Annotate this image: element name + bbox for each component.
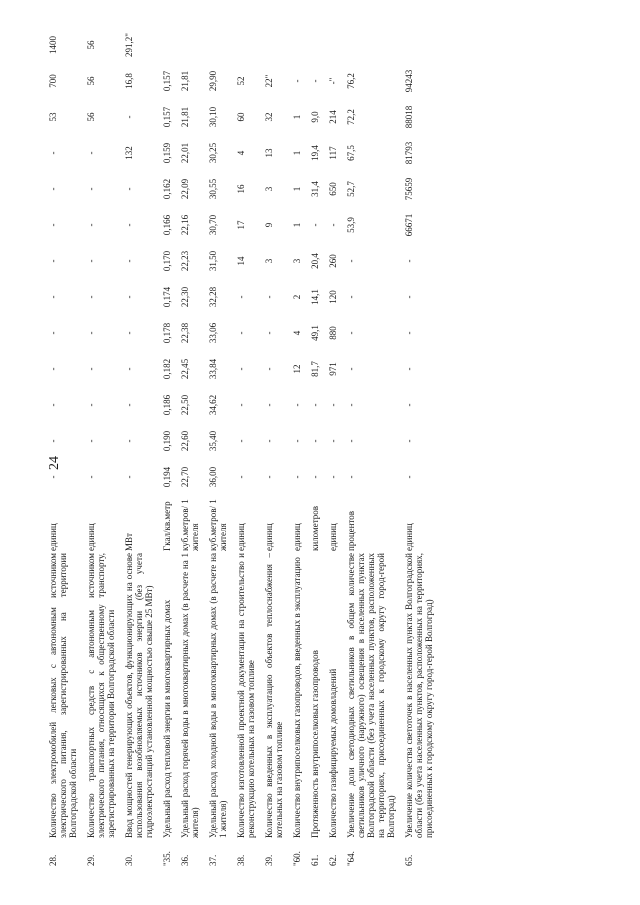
value-cell <box>256 27 284 63</box>
indicator-name: Увеличение доли светодиодных светильников в общем количестве светильников уличного (наружного) освещения в населенных пунктах Волгоградской области (без учета населенных пунктов, расположенных на территориях, присоединенных к городскому округу город-герой Волгоград) <box>346 553 396 838</box>
value-cell: - <box>292 439 302 443</box>
table-row <box>302 27 320 867</box>
row-number: 29. <box>86 854 96 866</box>
value-cell: - <box>86 475 96 479</box>
indicator-name: Удельный расход холодной воды в многоквартирных домах (в расчете на 1 жителя) <box>208 553 228 838</box>
value-cell: 260 <box>328 254 338 268</box>
value-cell: - <box>86 187 96 191</box>
value-cell: 72,2 <box>346 109 356 125</box>
value-cell: 31,4 <box>310 181 320 197</box>
value-cell: - <box>404 475 414 479</box>
value-cell: - <box>236 439 246 443</box>
value-cell: - <box>404 259 414 263</box>
value-cell: - <box>310 439 320 443</box>
value-cell: 53,9 <box>346 217 356 233</box>
value-cell: 34,62 <box>208 394 218 416</box>
value-cell: 650 <box>328 182 338 196</box>
value-cell: - <box>124 115 134 119</box>
value-cell: 56 <box>86 40 96 50</box>
value-cell: 0,182 <box>162 358 172 380</box>
value-cell: 0,157 <box>162 70 172 92</box>
value-cell: - <box>404 439 414 443</box>
value-cell: 4 <box>236 150 246 156</box>
table-row <box>78 27 116 867</box>
value-cell: 16 <box>236 184 246 194</box>
indicator-name: Удельный расход тепловой энергии в многоквартирных домах <box>162 599 172 838</box>
value-cell: - <box>86 439 96 443</box>
row-number: 39. <box>264 854 274 866</box>
value-cell: 88018 <box>404 105 414 129</box>
table-row <box>200 27 228 867</box>
indicator-name: Количество электромобилей легковых с автономным источником электрического питания, зарегистрированных на территории Волгоградской области <box>48 553 78 838</box>
value-cell: - <box>346 403 356 407</box>
value-cell: 49,1 <box>310 325 320 341</box>
value-cell <box>284 27 302 63</box>
value-cell: - <box>48 331 58 335</box>
value-cell <box>320 27 338 63</box>
value-cell: 94243 <box>404 69 414 93</box>
value-cell: 120 <box>328 290 338 304</box>
unit-cell: единиц <box>404 523 414 551</box>
value-cell: 0,159 <box>162 142 172 164</box>
row-number: "64. <box>346 851 356 866</box>
value-cell <box>338 27 396 63</box>
value-cell: 0,157 <box>162 106 172 128</box>
value-cell: - <box>124 295 134 299</box>
value-cell <box>228 27 256 63</box>
table-row <box>172 27 200 867</box>
unit-cell: процентов <box>346 510 356 551</box>
value-cell: - <box>124 331 134 335</box>
unit-cell: единиц <box>292 523 302 551</box>
value-cell: - <box>310 79 320 83</box>
value-cell: 1 <box>292 222 302 228</box>
value-cell: - <box>264 331 274 335</box>
value-cell: 22,70 <box>180 466 190 488</box>
value-cell: - <box>48 439 58 443</box>
value-cell: - <box>86 403 96 407</box>
row-number: 61. <box>310 854 320 866</box>
value-cell: 53 <box>48 112 58 122</box>
value-cell: 22,45 <box>180 358 190 380</box>
row-number: 28. <box>48 854 58 866</box>
value-cell: - <box>48 259 58 263</box>
value-cell: 3 <box>264 186 274 192</box>
value-cell: 21,81 <box>180 106 190 128</box>
value-cell: 66671 <box>404 213 414 237</box>
value-cell <box>200 27 228 63</box>
value-cell: - <box>48 151 58 155</box>
value-cell: 13 <box>264 148 274 158</box>
value-cell: 17 <box>236 220 246 230</box>
value-cell: 32 <box>264 112 274 122</box>
value-cell: 22,50 <box>180 394 190 416</box>
value-cell: 30,70 <box>208 214 218 236</box>
value-cell: 22,16 <box>180 214 190 236</box>
value-cell: 0,162 <box>162 178 172 200</box>
value-cell: 76,2 <box>346 73 356 89</box>
value-cell: 1400 <box>48 36 58 54</box>
unit-cell: единиц <box>236 523 246 551</box>
unit-cell: единиц <box>48 523 58 551</box>
value-cell: - <box>124 439 134 443</box>
value-cell: - <box>236 403 246 407</box>
table-row <box>40 27 78 867</box>
value-cell <box>154 27 172 63</box>
value-cell: - <box>124 403 134 407</box>
value-cell: - <box>124 223 134 227</box>
value-cell: 14,1 <box>310 289 320 305</box>
row-number: "60. <box>292 851 302 866</box>
indicator-name: Количество внутрипоселковых газопроводов, введенных в эксплуатацию <box>292 557 302 838</box>
value-cell: - <box>346 331 356 335</box>
value-cell: 291,2" <box>124 33 134 57</box>
value-cell: 0,174 <box>162 286 172 308</box>
value-cell: 9,0 <box>310 111 320 123</box>
unit-cell: МВт <box>124 533 134 551</box>
value-cell <box>172 27 200 63</box>
row-number: 62. <box>328 854 338 866</box>
unit-cell: единиц <box>328 523 338 551</box>
table-row <box>154 27 172 867</box>
value-cell: - <box>48 475 58 479</box>
value-cell: 1 <box>292 114 302 120</box>
value-cell: 67,5 <box>346 145 356 161</box>
value-cell: 36,00 <box>208 466 218 488</box>
value-cell: 32,28 <box>208 286 218 308</box>
value-cell: - <box>124 475 134 479</box>
indicator-table <box>40 27 434 867</box>
table-row <box>256 27 284 867</box>
indicator-name: Ввод мощностей генерирующих объектов, функционирующих на основе использования возобновляемых источников энергии (без учета гидроэлектростанций установленной мощностью свыше 25 МВт) <box>124 553 154 838</box>
value-cell: 9 <box>264 222 274 228</box>
table-row <box>320 27 338 867</box>
indicator-name: Увеличение количества светоточек в населенных пунктах Волгоградской области (без учета населенных пунктов, расположенных на территориях, присоединенных к городскому округу город-герой Волгоград) <box>404 553 434 838</box>
value-cell: - <box>404 295 414 299</box>
value-cell: 30,10 <box>208 106 218 128</box>
indicator-table-body <box>40 27 434 867</box>
value-cell: 12 <box>292 364 302 374</box>
value-cell: - <box>346 439 356 443</box>
value-cell: 19,4 <box>310 145 320 161</box>
value-cell: - <box>292 79 302 83</box>
value-cell: 81,7 <box>310 361 320 377</box>
value-cell: 22,30 <box>180 286 190 308</box>
indicator-name: Количество изготовленной проектной документации на строительство и реконструкцию котельных на газовом топливе <box>236 553 256 838</box>
value-cell: - <box>264 439 274 443</box>
value-cell: - <box>86 295 96 299</box>
value-cell: - <box>346 475 356 479</box>
value-cell: -" <box>328 77 338 85</box>
value-cell: 33,84 <box>208 358 218 380</box>
value-cell: 35,40 <box>208 430 218 452</box>
value-cell: 56 <box>86 76 96 86</box>
value-cell: 1 <box>292 186 302 192</box>
indicator-name: Протяженность внутрипоселковых газопроводов <box>310 650 320 838</box>
row-number: 37. <box>208 854 218 866</box>
indicator-name: Удельный расход горячей воды в многоквартирных домах (в расчете на 1 жителя) <box>180 553 200 838</box>
value-cell: 2 <box>292 294 302 300</box>
value-cell: 1 <box>292 150 302 156</box>
unit-cell: куб.метров/ 1 жителя <box>208 499 228 551</box>
value-cell: - <box>48 223 58 227</box>
value-cell: - <box>48 367 58 371</box>
indicator-table-sheet <box>40 33 600 867</box>
row-number: 30. <box>124 854 134 866</box>
page-number: 24 <box>47 456 62 470</box>
indicator-name: Количество введенных в эксплуатацию объектов теплоснабжения – котельных на газовом топливе <box>264 553 284 838</box>
value-cell: 22,38 <box>180 322 190 344</box>
value-cell: - <box>86 259 96 263</box>
value-cell: 0,186 <box>162 394 172 416</box>
value-cell: - <box>86 151 96 155</box>
value-cell: 971 <box>328 362 338 376</box>
value-cell: - <box>264 367 274 371</box>
value-cell: - <box>236 475 246 479</box>
value-cell: - <box>404 367 414 371</box>
value-cell: 30,25 <box>208 142 218 164</box>
value-cell: - <box>328 475 338 479</box>
value-cell: 0,190 <box>162 430 172 452</box>
value-cell: 22,09 <box>180 178 190 200</box>
value-cell: 880 <box>328 326 338 340</box>
value-cell: 0,170 <box>162 250 172 272</box>
value-cell: 0,178 <box>162 322 172 344</box>
value-cell: - <box>124 367 134 371</box>
unit-cell: куб.метров/ 1 жителя <box>180 499 200 551</box>
unit-cell: Гкал/кв.метр <box>162 501 172 551</box>
table-row <box>116 27 154 867</box>
indicator-name: Количество газифицируемых домовладений <box>328 668 338 838</box>
value-cell: 16,8 <box>124 73 134 89</box>
value-cell: - <box>310 403 320 407</box>
value-cell: 56 <box>86 112 96 122</box>
value-cell: 52 <box>236 76 246 86</box>
value-cell: - <box>86 331 96 335</box>
value-cell: - <box>264 295 274 299</box>
value-cell: - <box>292 403 302 407</box>
value-cell: - <box>292 475 302 479</box>
row-number: 38. <box>236 854 246 866</box>
value-cell: 30,55 <box>208 178 218 200</box>
value-cell: - <box>328 403 338 407</box>
value-cell: 29,90 <box>208 70 218 92</box>
value-cell: 22,60 <box>180 430 190 452</box>
value-cell: 22,23 <box>180 250 190 272</box>
value-cell: 0,166 <box>162 214 172 236</box>
value-cell: - <box>86 367 96 371</box>
value-cell: - <box>404 403 414 407</box>
value-cell: - <box>236 331 246 335</box>
value-cell: - <box>86 223 96 227</box>
value-cell: 21,81 <box>180 70 190 92</box>
value-cell: 33,06 <box>208 322 218 344</box>
value-cell: - <box>346 295 356 299</box>
value-cell: - <box>48 295 58 299</box>
value-cell: 132 <box>124 146 134 160</box>
unit-cell: единиц <box>86 523 96 551</box>
value-cell: 0,194 <box>162 466 172 488</box>
value-cell: 20,4 <box>310 253 320 269</box>
value-cell: 4 <box>292 330 302 336</box>
value-cell: 60 <box>236 112 246 122</box>
table-row <box>284 27 302 867</box>
value-cell: - <box>236 295 246 299</box>
value-cell: - <box>48 403 58 407</box>
value-cell: 52,7 <box>346 181 356 197</box>
value-cell: - <box>310 223 320 227</box>
value-cell: 14 <box>236 256 246 266</box>
value-cell: - <box>48 187 58 191</box>
row-number: 65. <box>404 854 414 866</box>
table-row <box>228 27 256 867</box>
value-cell: 81793 <box>404 141 414 165</box>
value-cell: 3 <box>292 258 302 264</box>
value-cell: 22" <box>264 74 274 88</box>
value-cell: - <box>264 475 274 479</box>
row-number: 36. <box>180 854 190 866</box>
value-cell: - <box>124 259 134 263</box>
value-cell: 75659 <box>404 177 414 201</box>
table-row <box>338 27 396 867</box>
value-cell: 22,01 <box>180 142 190 164</box>
value-cell <box>302 27 320 63</box>
value-cell: 3 <box>264 258 274 264</box>
value-cell: 700 <box>48 74 58 88</box>
value-cell: 117 <box>328 146 338 160</box>
value-cell: - <box>404 331 414 335</box>
unit-cell: единиц <box>264 523 274 551</box>
value-cell: 214 <box>328 110 338 124</box>
value-cell: - <box>310 475 320 479</box>
value-cell: - <box>328 223 338 227</box>
table-row <box>396 27 434 867</box>
value-cell: - <box>346 259 356 263</box>
value-cell: - <box>264 403 274 407</box>
value-cell: - <box>236 367 246 371</box>
indicator-name: Количество транспортных средств с автономным источником электрического питания, относящихся к общественному транспорту, зарегистрированных на территории Волгоградской области <box>86 553 116 838</box>
value-cell: - <box>328 439 338 443</box>
unit-cell: километров <box>310 506 320 551</box>
value-cell: 31,50 <box>208 250 218 272</box>
value-cell: - <box>346 367 356 371</box>
value-cell <box>396 27 434 63</box>
row-number: "35. <box>162 851 172 866</box>
value-cell: - <box>124 187 134 191</box>
